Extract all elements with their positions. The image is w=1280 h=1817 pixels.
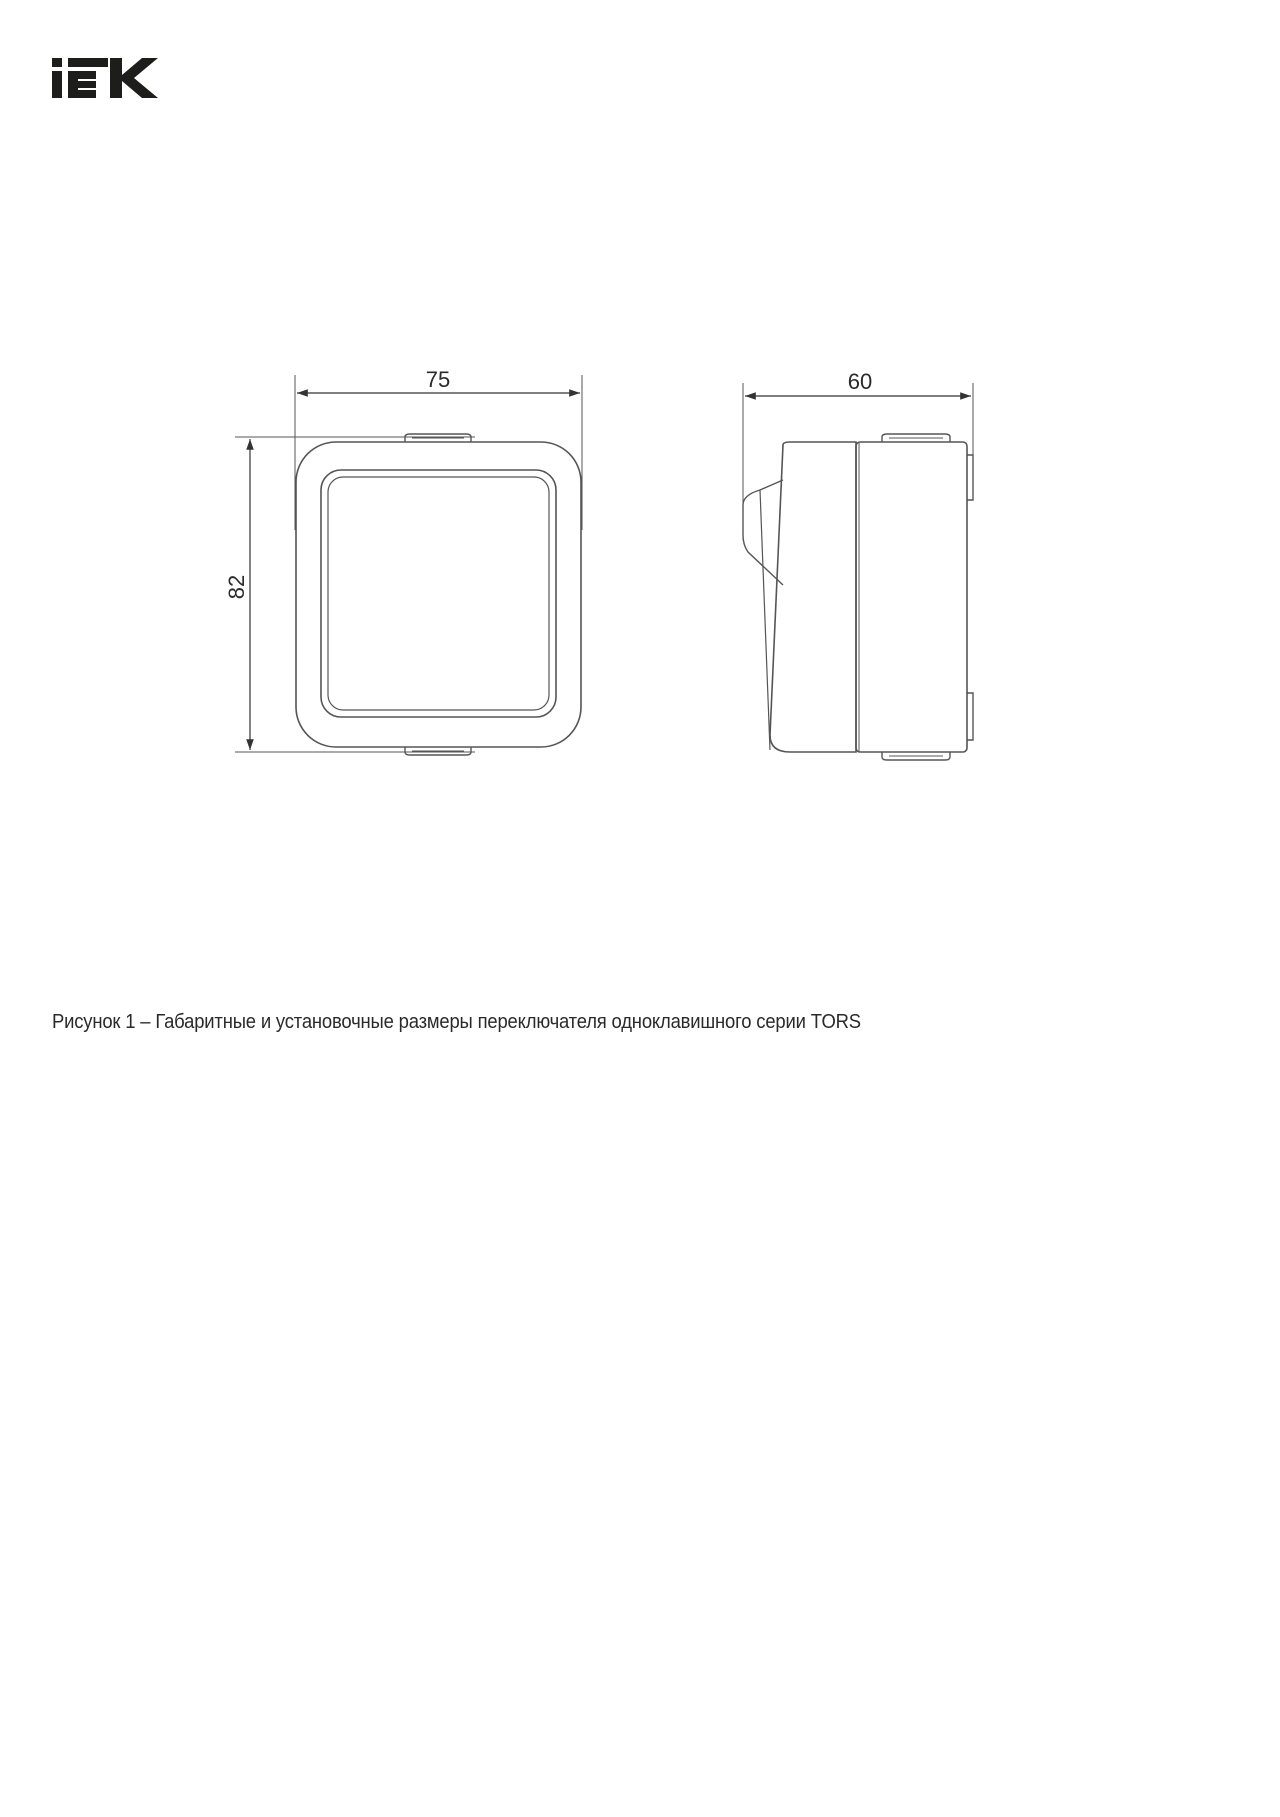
side-view (743, 383, 973, 760)
width-label: 75 (425, 367, 451, 392)
switch-key (321, 470, 556, 717)
front-view (235, 375, 582, 755)
side-body-front (770, 442, 856, 752)
height-label: 82 (224, 574, 249, 600)
figure-caption: Рисунок 1 – Габаритные и установочные размеры переключателя одноклавишного серии TORS (52, 1010, 861, 1033)
side-body-rear (856, 442, 967, 752)
depth-label: 60 (847, 369, 873, 394)
switch-body-front (296, 442, 581, 747)
